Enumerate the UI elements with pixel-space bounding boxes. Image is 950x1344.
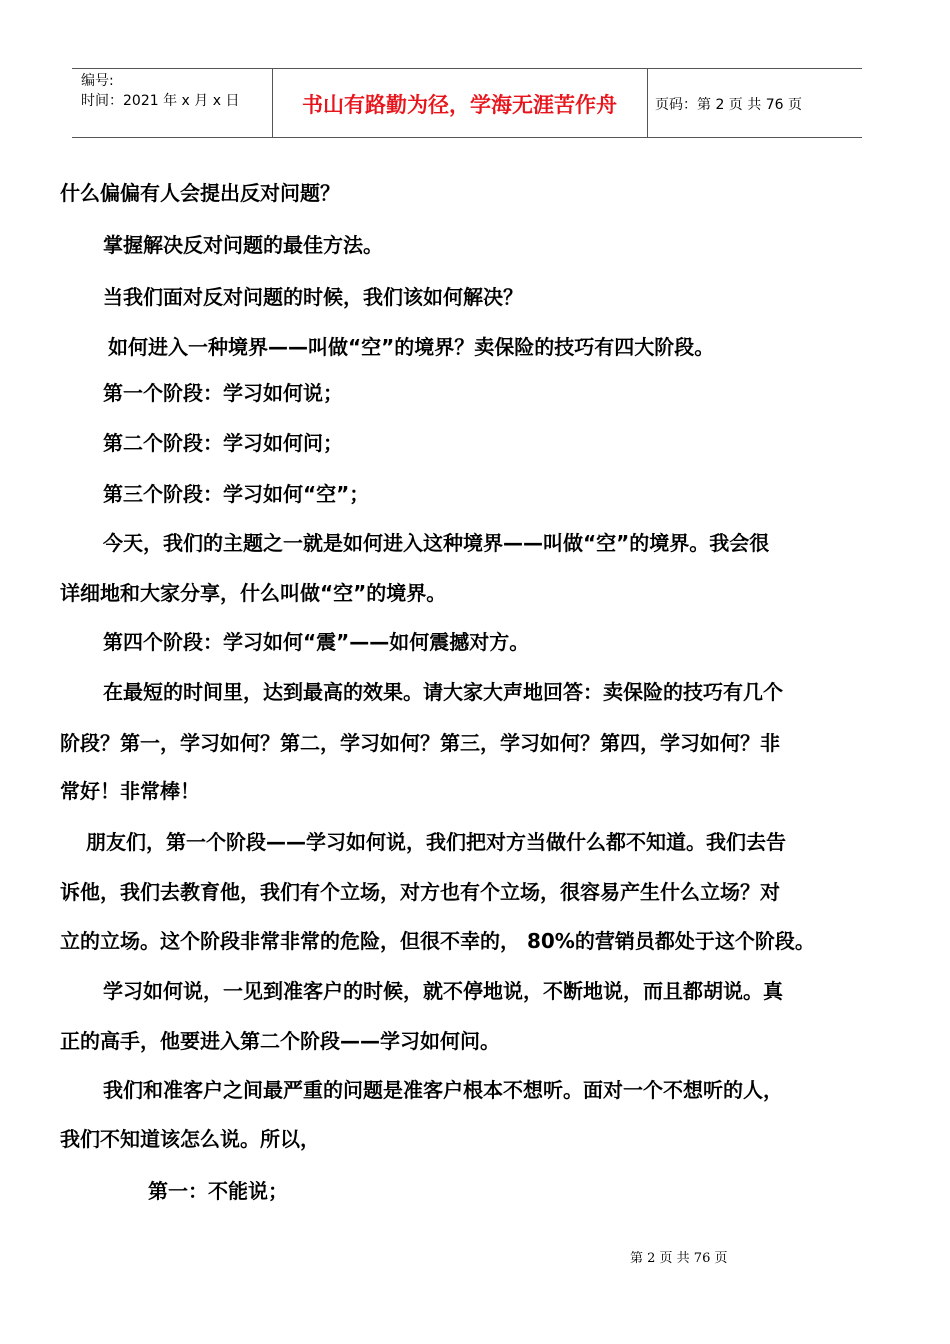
body-line: 我们和准客户之间最严重的问题是准客户根本不想听。面对一个不想听的人， — [103, 1078, 783, 1102]
body-line: 掌握解决反对问题的最佳方法。 — [103, 233, 383, 257]
body-line: 当我们面对反对问题的时候，我们该如何解决？ — [103, 285, 523, 309]
body-line: 第一个阶段：学习如何说； — [103, 381, 343, 405]
header-page-code: 页码：第 2 页 共 76 页 — [655, 97, 802, 113]
body-line: 学习如何说，一见到准客户的时候，就不停地说，不断地说，而且都胡说。真 — [103, 979, 783, 1003]
document-header — [72, 68, 862, 138]
header-meta-cell — [72, 69, 273, 137]
body-line: 阶段？第一，学习如何？第二，学习如何？第三，学习如何？第四，学习如何？非 — [60, 731, 780, 755]
motto-text: 书山有路勤为径，学海无涯苦作舟 — [302, 92, 617, 117]
header-page-cell — [647, 69, 862, 137]
body-line: 第二个阶段：学习如何问； — [103, 431, 343, 455]
time-label: 时间：2021 年 x 月 x 日 — [81, 93, 240, 109]
body-line: 常好！非常棒！ — [60, 779, 200, 803]
body-line: 正的高手，他要进入第二个阶段——学习如何问。 — [60, 1029, 500, 1053]
body-line: 如何进入一种境界——叫做“空”的境界？卖保险的技巧有四大阶段。 — [108, 335, 715, 359]
header-motto-cell — [272, 69, 648, 137]
body-line: 在最短的时间里，达到最高的效果。请大家大声地回答：卖保险的技巧有几个 — [103, 680, 783, 704]
page-footer: 第 2 页 共 76 页 — [630, 1251, 728, 1266]
body-line: 第一：不能说； — [148, 1179, 288, 1203]
number-label: 编号: — [81, 73, 114, 89]
body-line: 我们不知道该怎么说。所以， — [60, 1127, 320, 1151]
body-line: 诉他，我们去教育他，我们有个立场，对方也有个立场，很容易产生什么立场？对 — [60, 880, 780, 904]
body-line: 详细地和大家分享，什么叫做“空”的境界。 — [60, 581, 447, 605]
body-line: 什么偏偏有人会提出反对问题？ — [60, 181, 340, 205]
body-line: 第三个阶段：学习如何“空”； — [103, 482, 370, 506]
body-line: 立的立场。这个阶段非常非常的危险，但很不幸的， 80%的营销员都处于这个阶段。 — [60, 929, 815, 953]
body-line: 第四个阶段：学习如何“震”——如何震撼对方。 — [103, 630, 530, 654]
body-line: 朋友们，第一个阶段——学习如何说，我们把对方当做什么都不知道。我们去告 — [86, 830, 786, 854]
body-line: 今天，我们的主题之一就是如何进入这种境界——叫做“空”的境界。我会很 — [103, 531, 770, 555]
